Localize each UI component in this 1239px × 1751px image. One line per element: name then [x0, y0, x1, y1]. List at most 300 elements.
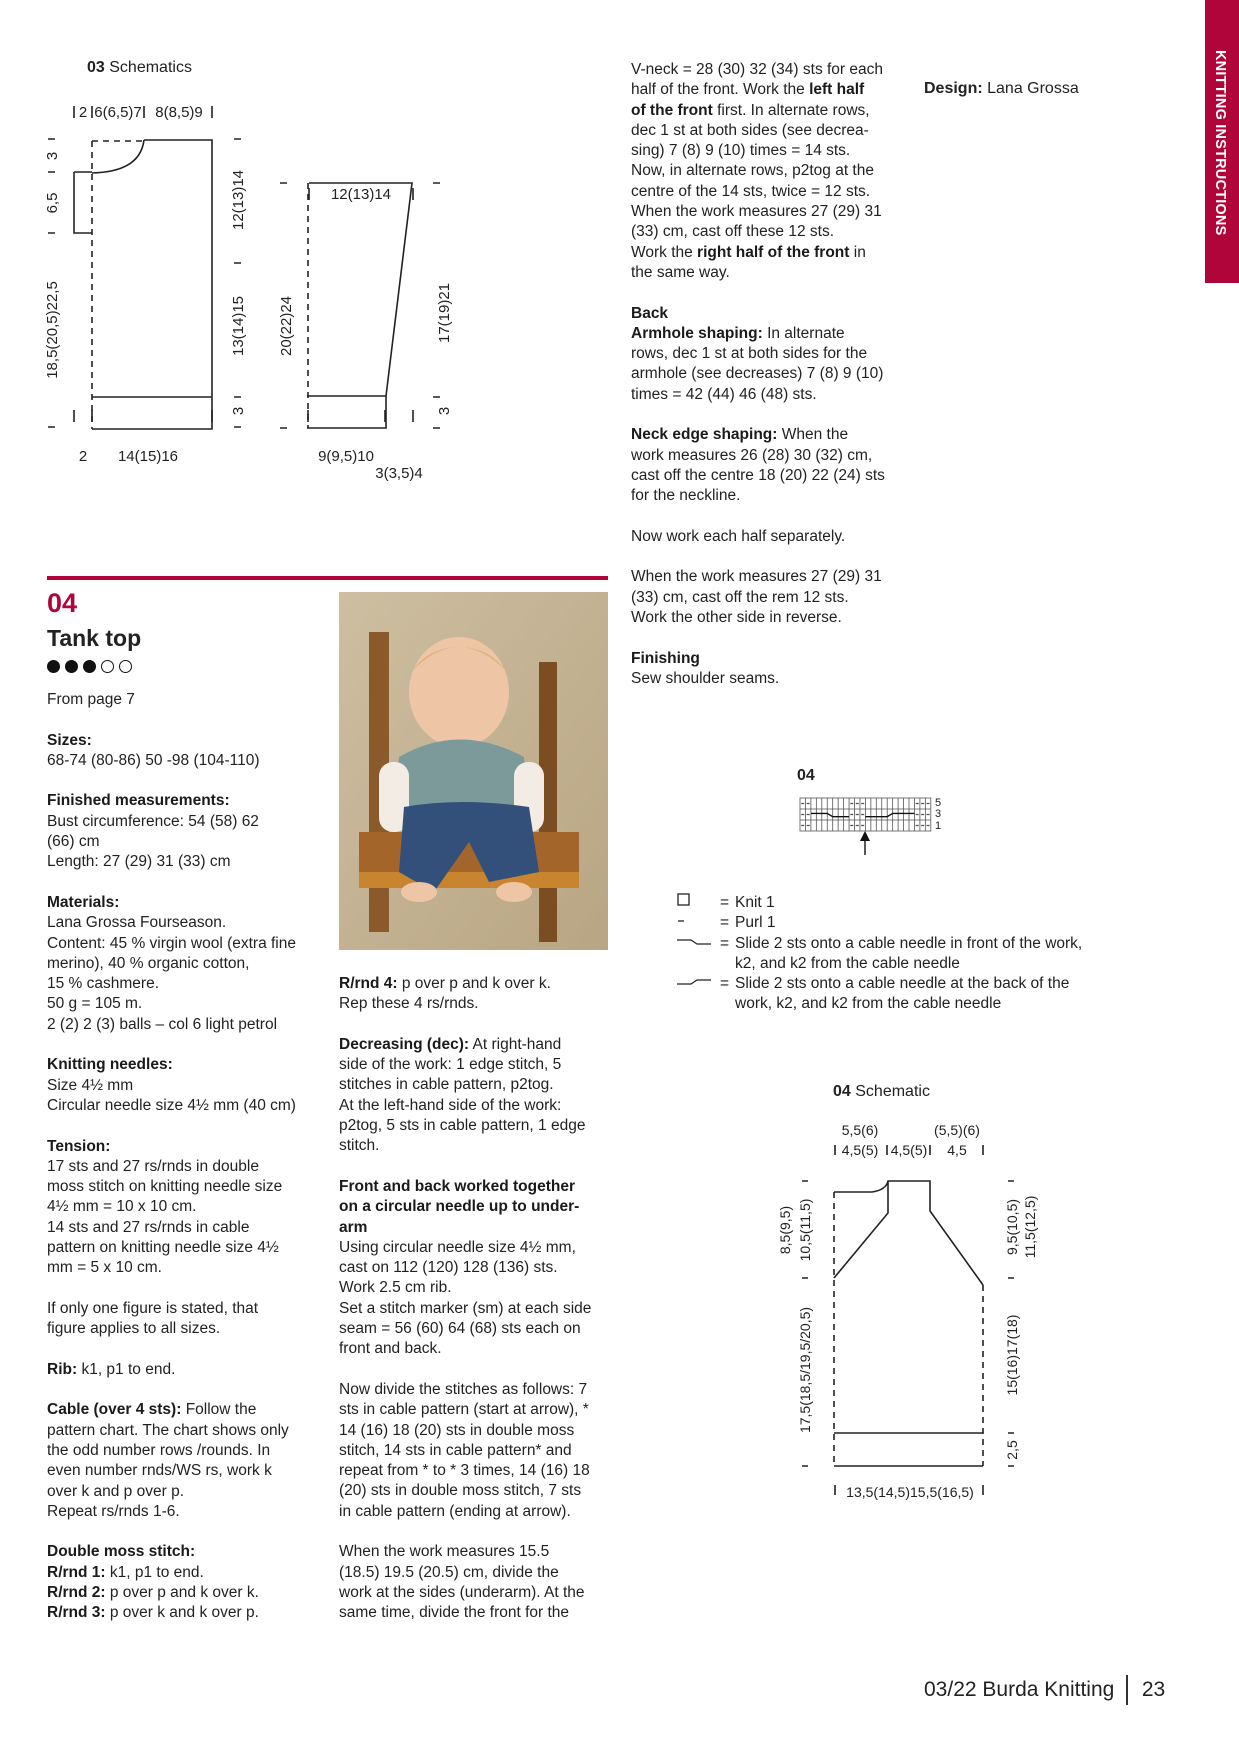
- instructions-column: [339, 974, 591, 1624]
- text-segment: dec 1 st at both sides (see decrea-: [631, 121, 869, 139]
- text-segment: figure applies to all sizes.: [47, 1320, 221, 1338]
- text-line: [631, 608, 885, 628]
- text-segment: (66) cm: [47, 833, 100, 851]
- text-segment: Length: 27 (29) 31 (33) cm: [47, 853, 231, 871]
- text-segment: Lana Grossa Fourseason.: [47, 914, 227, 932]
- text-line: [631, 222, 885, 242]
- dim-label: 4,5: [947, 1142, 967, 1158]
- legend-equals: [720, 954, 735, 974]
- text-segment: mm = 5 x 10 cm.: [47, 1259, 162, 1277]
- text-segment: Armhole shaping:: [631, 324, 763, 342]
- text-line: [47, 974, 296, 994]
- dim-label: 2: [78, 104, 88, 121]
- text-line: [631, 507, 885, 527]
- text-line: [631, 567, 885, 587]
- dim-label: (5,5)(6): [934, 1122, 980, 1138]
- text-segment: (33) cm, cast off these 12 sts.: [631, 223, 835, 241]
- knit-square-icon: [677, 893, 720, 913]
- tank-outline: [834, 1181, 983, 1466]
- text-segment: Work 2.5 cm rib.: [339, 1279, 452, 1297]
- dim-label: 13(14)15: [230, 295, 247, 357]
- text-line: [339, 1075, 591, 1095]
- dim-label: 11,5(12,5): [1022, 1195, 1038, 1259]
- schematic-03-diagram: [0, 0, 620, 500]
- text-segment: over k and p over p.: [47, 1482, 184, 1500]
- text-line: [47, 710, 296, 730]
- text-segment: on a circular needle up to under-: [339, 1198, 580, 1216]
- text-line: [631, 243, 885, 263]
- text-line: [47, 852, 296, 872]
- text-segment: At right-hand: [469, 1035, 562, 1053]
- section-divider: [47, 576, 608, 580]
- text-line: [47, 1461, 296, 1481]
- text-line: [47, 1340, 296, 1360]
- text-line: [47, 832, 296, 852]
- text-segment: for the neckline.: [631, 487, 741, 505]
- dim-label: 9(9,5)10: [318, 448, 374, 465]
- text-line: [47, 1035, 296, 1055]
- text-line: [47, 994, 296, 1014]
- dim-label: 6(6,5)7: [94, 104, 142, 121]
- text-line: [47, 690, 296, 710]
- text-segment: half of the front. Work the: [631, 81, 810, 99]
- text-line: [339, 1197, 591, 1217]
- text-line: [339, 1015, 591, 1035]
- cable-pattern-chart: [795, 793, 945, 858]
- text-segment: In alternate: [762, 324, 845, 342]
- text-line: [631, 202, 885, 222]
- dim-label: 4,5(5): [890, 1142, 928, 1158]
- text-line: [339, 1360, 591, 1380]
- text-line: [339, 1542, 591, 1562]
- text-line: [339, 1218, 591, 1238]
- text-segment: 14 (16) 18 (20) sts in double moss: [339, 1421, 575, 1439]
- text-line: [47, 731, 296, 751]
- chart-row-label: 5: [935, 797, 942, 809]
- legend-equals: =: [720, 894, 730, 911]
- text-segment: sts in cable pattern (start at arrow), *: [339, 1401, 589, 1419]
- pattern-number: 04: [47, 588, 78, 618]
- text-line: [47, 1360, 296, 1380]
- dim-label: 8,5(9,5): [777, 1205, 793, 1255]
- dim-label: 3: [44, 151, 61, 161]
- text-line: [631, 60, 885, 80]
- text-line: [339, 1441, 591, 1461]
- text-segment: Bust circumference: 54 (58) 62: [47, 812, 259, 830]
- text-line: [47, 1502, 296, 1522]
- legend-equals: =: [720, 914, 730, 932]
- text-line: [47, 791, 296, 811]
- legend-text: k2, and k2 from the cable needle: [735, 954, 960, 972]
- text-segment: R/rnd 1:: [47, 1563, 106, 1581]
- chart-04-title: 04: [797, 767, 815, 784]
- cable-back-symbol: [865, 813, 914, 816]
- text-line: [339, 1136, 591, 1156]
- text-line: [47, 1482, 296, 1502]
- tank-dashed-edges: [834, 1192, 983, 1466]
- text-line: [631, 547, 885, 567]
- difficulty-rating: [47, 660, 132, 673]
- text-line: [339, 1035, 591, 1055]
- dim-label: 3(3,5)4: [375, 465, 423, 482]
- text-line: [631, 669, 885, 689]
- chart-row-label: 1: [935, 820, 942, 832]
- text-segment: Knitting needles:: [47, 1056, 173, 1074]
- text-line: [47, 893, 296, 913]
- design-credit: [924, 80, 1079, 98]
- legend-row: [677, 954, 1082, 974]
- text-line: [47, 1522, 296, 1542]
- product-photo: [339, 592, 608, 950]
- section-tab: [1205, 0, 1239, 283]
- text-line: [47, 1542, 296, 1562]
- text-segment: Finished measurements:: [47, 792, 230, 810]
- text-segment: Back: [631, 304, 669, 322]
- text-line: [339, 1481, 591, 1501]
- text-line: [47, 1319, 296, 1339]
- text-segment: Finishing: [631, 649, 700, 667]
- text-line: [631, 182, 885, 202]
- cable-back-icon: [677, 994, 720, 1014]
- text-line: [47, 913, 296, 933]
- text-line: [631, 385, 885, 405]
- text-segment: repeat from * to * 3 times, 14 (16) 18: [339, 1462, 590, 1480]
- text-line: [47, 1299, 296, 1319]
- text-segment: Follow the: [181, 1401, 257, 1419]
- front-back-column: [631, 60, 885, 689]
- text-line: [47, 873, 296, 893]
- text-line: [47, 1421, 296, 1441]
- text-line: [631, 344, 885, 364]
- text-segment: centre of the 14 sts, twice = 12 sts.: [631, 182, 871, 200]
- dim-label: 6,5: [44, 192, 61, 214]
- text-line: [339, 1421, 591, 1441]
- text-line: [631, 263, 885, 283]
- text-line: [339, 1299, 591, 1319]
- text-segment: Front and back worked together: [339, 1177, 575, 1195]
- page-number: 23: [1141, 1678, 1166, 1701]
- pattern-title: Tank top: [47, 625, 142, 651]
- text-line: [339, 1055, 591, 1075]
- text-segment: pattern chart. The chart shows only: [47, 1421, 289, 1439]
- text-segment: 15 % cashmere.: [47, 975, 159, 993]
- text-line: [631, 141, 885, 161]
- filled-dot-icon: [83, 660, 96, 673]
- text-segment: the same way.: [631, 263, 730, 281]
- text-line: [47, 1583, 296, 1603]
- text-line: [47, 1157, 296, 1177]
- text-segment: moss stitch on knitting needle size: [47, 1178, 283, 1196]
- designer-name: Lana Grossa: [982, 80, 1079, 97]
- text-line: [47, 1441, 296, 1461]
- photo-child-on-chair: [339, 592, 608, 950]
- issue-label: 03/22 Burda Knitting: [924, 1678, 1115, 1701]
- filled-dot-icon: [65, 660, 78, 673]
- text-segment: right half of the front: [697, 243, 850, 261]
- text-line: [631, 364, 885, 384]
- text-line: [339, 1603, 591, 1623]
- text-line: [47, 1137, 296, 1157]
- dimension-ticks: [48, 106, 440, 428]
- text-segment: 2 (2) 2 (3) balls – col 6 light petrol: [47, 1015, 278, 1033]
- legend-text: Purl 1: [735, 914, 776, 932]
- text-segment: cast off the centre 18 (20) 22 (24) sts: [631, 466, 885, 484]
- text-segment: From page 7: [47, 691, 135, 708]
- text-line: [47, 1197, 296, 1217]
- text-segment: 14 sts and 27 rs/rnds in cable: [47, 1218, 250, 1236]
- text-line: [339, 994, 591, 1014]
- text-line: [339, 1238, 591, 1258]
- text-line: [339, 1278, 591, 1298]
- text-line: [47, 1238, 296, 1258]
- chart-row-label: 3: [935, 808, 942, 820]
- text-segment: (33) cm, cast off the rem 12 sts.: [631, 588, 849, 606]
- dim-label: 20(22)24: [278, 295, 295, 357]
- text-segment: Cable (over 4 sts):: [47, 1401, 182, 1419]
- text-line: [631, 324, 885, 344]
- text-segment: pattern on knitting needle size 4½: [47, 1239, 279, 1257]
- schematic-04-title: [833, 1083, 930, 1101]
- text-segment: Double moss stitch:: [47, 1543, 196, 1561]
- purl-dash-icon: [677, 913, 720, 933]
- text-segment: Size 4½ mm: [47, 1076, 134, 1094]
- text-segment: R/rnd 3:: [47, 1604, 106, 1622]
- text-line: [631, 101, 885, 121]
- legend-text: Knit 1: [735, 894, 775, 911]
- text-line: [47, 771, 296, 791]
- filled-dot-icon: [47, 660, 60, 673]
- text-line: [339, 1461, 591, 1481]
- text-line: [47, 1096, 296, 1116]
- text-segment: left half: [809, 81, 865, 99]
- text-segment: At the left-hand side of the work:: [339, 1096, 562, 1114]
- text-segment: seam = 56 (60) 64 (68) sts each on: [339, 1320, 581, 1338]
- text-segment: Work the: [631, 243, 698, 261]
- text-segment: k1, p1 to end.: [105, 1563, 204, 1581]
- text-segment: V-neck = 28 (30) 32 (34) sts for each: [631, 61, 884, 78]
- dim-label: 18,5(20,5)22,5: [44, 281, 61, 379]
- text-segment: Set a stitch marker (sm) at each side: [339, 1299, 592, 1317]
- dim-label: 4,5(5): [841, 1142, 879, 1158]
- dim-label: 8(8,5)9: [155, 104, 203, 121]
- text-line: [47, 812, 296, 832]
- text-segment: Materials:: [47, 893, 120, 911]
- text-line: [339, 1339, 591, 1359]
- text-line: [631, 649, 885, 669]
- legend-text: work, k2, and k2 from the cable needle: [735, 995, 1002, 1013]
- text-segment: Repeat rs/rnds 1-6.: [47, 1502, 180, 1520]
- schematic-04-label: Schematic: [850, 1083, 930, 1100]
- cable-front-icon: [677, 954, 720, 974]
- cable-back-icon: [677, 974, 720, 994]
- text-segment: p2tog, 5 sts in cable pattern, 1 edge: [339, 1117, 586, 1135]
- text-line: [339, 1177, 591, 1197]
- text-segment: 17 sts and 27 rs/rnds in double: [47, 1157, 259, 1175]
- dim-label: 12(13)14: [330, 186, 392, 203]
- dim-label: 9,5(10,5): [1004, 1198, 1020, 1256]
- text-segment: Now divide the stitches as follows: 7: [339, 1380, 588, 1398]
- text-line: [47, 1218, 296, 1238]
- text-segment: Neck edge shaping:: [631, 426, 778, 444]
- text-segment: Rep these 4 rs/rnds.: [339, 995, 479, 1013]
- text-segment: side of the work: 1 edge stitch, 5: [339, 1056, 562, 1074]
- text-line: [47, 954, 296, 974]
- text-line: [47, 751, 296, 771]
- text-segment: Using circular needle size 4½ mm,: [339, 1238, 576, 1256]
- text-line: [631, 405, 885, 425]
- text-segment: the odd number rows /rounds. In: [47, 1441, 271, 1459]
- text-segment: k1, p1 to end.: [77, 1360, 176, 1378]
- text-segment: stitch.: [339, 1137, 380, 1155]
- legend-text: Slide 2 sts onto a cable needle at the back of the: [735, 975, 1070, 993]
- text-line: [339, 1400, 591, 1420]
- text-line: [339, 1157, 591, 1177]
- text-line: [631, 588, 885, 608]
- text-segment: R/rnd 4:: [339, 975, 398, 992]
- design-label: Design:: [924, 80, 983, 97]
- text-line: [47, 1400, 296, 1420]
- text-line: [631, 283, 885, 303]
- text-segment: Decreasing (dec):: [339, 1035, 470, 1053]
- text-line: [47, 1563, 296, 1583]
- text-segment: merino), 40 % organic cotton,: [47, 954, 250, 972]
- text-line: [339, 1116, 591, 1136]
- text-line: [47, 1015, 296, 1035]
- text-segment: first. In alternate rows,: [712, 101, 870, 119]
- text-segment: same time, divide the front for the: [339, 1604, 570, 1622]
- text-line: [631, 628, 885, 648]
- text-segment: armhole (see decreases) 7 (8) 9 (10): [631, 365, 884, 383]
- cable-front-icon: [677, 934, 720, 954]
- text-line: [339, 1563, 591, 1583]
- text-segment: (18.5) 19.5 (20.5) cm, divide the: [339, 1563, 559, 1581]
- dim-label: 2: [78, 448, 88, 465]
- legend-text: Slide 2 sts onto a cable needle in front of the work,: [735, 934, 1083, 952]
- front-dashed-edge: [92, 141, 144, 429]
- text-line: [47, 1380, 296, 1400]
- text-line: [631, 466, 885, 486]
- text-segment: of the front: [631, 101, 713, 119]
- legend-row: [677, 994, 1082, 1014]
- text-line: [631, 161, 885, 181]
- page-footer: [924, 1675, 1165, 1705]
- text-line: [631, 425, 885, 445]
- legend-equals: =: [720, 934, 730, 952]
- text-segment: stitch, 14 sts in cable pattern* and: [339, 1441, 572, 1459]
- sleeve-outline: [307, 183, 412, 428]
- text-line: [339, 1258, 591, 1278]
- text-segment: When the: [777, 426, 849, 444]
- legend-equals: [720, 994, 735, 1014]
- text-segment: p over p and k over k.: [105, 1584, 259, 1602]
- text-line: [339, 1583, 591, 1603]
- text-segment: Sizes:: [47, 731, 92, 749]
- text-segment: When the work measures 27 (29) 31: [631, 568, 882, 586]
- text-segment: times = 42 (44) 46 (48) sts.: [631, 385, 817, 403]
- materials-column: [47, 690, 296, 1624]
- dim-label: 5,5(6): [841, 1122, 879, 1138]
- text-segment: work at the sides (underarm). At the: [339, 1583, 585, 1601]
- text-line: [47, 1177, 296, 1197]
- legend-row: [677, 934, 1082, 954]
- schematic-03-label: Schematics: [104, 59, 192, 76]
- text-line: [47, 1603, 296, 1623]
- dim-label: 15(16)17(18): [1004, 1314, 1020, 1396]
- text-line: [47, 1258, 296, 1278]
- text-segment: stitches in cable pattern, p2tog.: [339, 1076, 554, 1094]
- text-segment: Work the other side in reverse.: [631, 609, 842, 627]
- footer-divider: [1126, 1675, 1128, 1705]
- dim-label: 17(19)21: [436, 282, 453, 344]
- text-segment: If only one figure is stated, that: [47, 1299, 259, 1317]
- start-arrow-icon: [860, 831, 870, 855]
- dim-label: 3: [436, 406, 453, 416]
- text-segment: Tension:: [47, 1137, 111, 1155]
- text-segment: in: [849, 243, 866, 261]
- text-line: [47, 1279, 296, 1299]
- text-segment: Rib:: [47, 1360, 78, 1378]
- text-segment: rows, dec 1 st at both sides for the: [631, 345, 868, 363]
- text-line: [47, 1076, 296, 1096]
- text-segment: p over p and k over k.: [397, 975, 551, 992]
- dim-label: 2,5: [1004, 1440, 1020, 1460]
- text-line: [339, 1096, 591, 1116]
- text-segment: 4½ mm = 10 x 10 cm.: [47, 1198, 197, 1216]
- legend-row: [677, 913, 1082, 933]
- text-line: [339, 974, 591, 994]
- schematic-04-diagram: [760, 1100, 1080, 1510]
- text-segment: (20) sts in double moss stitch, 7 sts: [339, 1482, 582, 1500]
- text-segment: 50 g = 105 m.: [47, 995, 143, 1013]
- text-line: [47, 1116, 296, 1136]
- text-segment: arm: [339, 1218, 368, 1236]
- text-line: [631, 486, 885, 506]
- text-line: [339, 1522, 591, 1542]
- text-line: [631, 304, 885, 324]
- legend-equals: =: [720, 975, 730, 993]
- dim-label: 14(15)16: [117, 448, 179, 465]
- dim-label: 17,5(18,5/19,5/20,5): [797, 1306, 813, 1434]
- dim-label: 13,5(14,5)15,5(16,5): [846, 1484, 974, 1500]
- text-segment: When the work measures 15.5: [339, 1543, 550, 1561]
- text-line: [47, 1055, 296, 1075]
- text-line: [339, 1319, 591, 1339]
- text-segment: Now work each half separately.: [631, 527, 846, 545]
- text-segment: p over k and k over p.: [105, 1604, 259, 1622]
- text-segment: sing) 7 (8) 9 (10) times = 14 sts.: [631, 142, 851, 160]
- text-segment: When the work measures 27 (29) 31: [631, 203, 882, 221]
- text-segment: cast on 112 (120) 128 (136) sts.: [339, 1259, 558, 1277]
- dim-label: 3: [230, 406, 247, 416]
- legend-row: [677, 974, 1082, 994]
- text-line: [631, 121, 885, 141]
- empty-dot-icon: [101, 660, 114, 673]
- dim-label: 12(13)14: [230, 169, 247, 231]
- text-segment: R/rnd 2:: [47, 1584, 106, 1602]
- dim-label: 10,5(11,5): [797, 1198, 813, 1262]
- text-line: [631, 527, 885, 547]
- front-outline: [74, 140, 212, 429]
- text-line: [631, 446, 885, 466]
- text-segment: Circular needle size 4½ mm (40 cm): [47, 1096, 296, 1114]
- section-tab-label: KNITTING INSTRUCTIONS: [1212, 50, 1228, 236]
- chart-legend: [677, 893, 1082, 1015]
- text-segment: Content: 45 % virgin wool (extra fine: [47, 934, 296, 952]
- schematic-04-number: 04: [833, 1083, 851, 1100]
- text-segment: work measures 26 (28) 30 (32) cm,: [631, 446, 873, 464]
- legend-row: [677, 893, 1082, 913]
- text-line: [47, 934, 296, 954]
